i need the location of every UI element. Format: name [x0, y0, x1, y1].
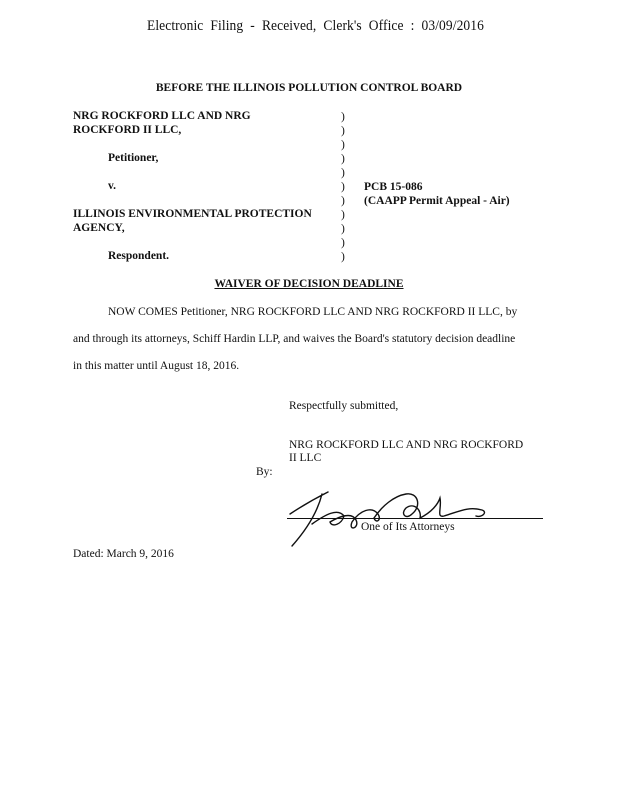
paren: ) — [341, 111, 345, 123]
case-type: (CAAPP Permit Appeal - Air) — [364, 195, 510, 207]
respondent-name-line2: AGENCY, — [73, 222, 125, 234]
document-title: WAIVER OF DECISION DEADLINE — [214, 278, 404, 290]
petitioner-name-line2: ROCKFORD II LLC, — [73, 124, 182, 136]
paren: ) — [341, 153, 345, 165]
paren: ) — [341, 125, 345, 137]
body-line-1: NOW COMES Petitioner, NRG ROCKFORD LLC AND NRG ROCKFORD II LLC, by — [108, 306, 518, 318]
body-line-2: and through its attorneys, Schiff Hardin LLP, and waives the Board's statutory decision deadline — [73, 333, 516, 345]
paren: ) — [341, 237, 345, 249]
handwritten-signature — [282, 484, 512, 554]
paren: ) — [341, 167, 345, 179]
by-label: By: — [256, 466, 273, 478]
respondent-role: Respondent. — [108, 250, 170, 262]
case-number: PCB 15-086 — [364, 181, 423, 193]
closing: Respectfully submitted, — [289, 400, 399, 412]
respondent-name-line1: ILLINOIS ENVIRONMENTAL PROTECTION — [73, 208, 312, 220]
board-heading: BEFORE THE ILLINOIS POLLUTION CONTROL BOARD — [155, 82, 463, 94]
signing-party-line1: NRG ROCKFORD LLC AND NRG ROCKFORD — [289, 439, 524, 451]
date-line: Dated: March 9, 2016 — [73, 548, 174, 560]
paren: ) — [341, 209, 345, 221]
paren: ) — [341, 223, 345, 235]
signing-party-line2: II LLC — [289, 452, 322, 464]
paren: ) — [341, 251, 345, 263]
versus: v. — [108, 180, 116, 192]
paren: ) — [341, 195, 345, 207]
paren: ) — [341, 139, 345, 151]
signature-line — [287, 518, 543, 519]
filing-stamp: Electronic Filing - Received, Clerk's Office : 03/09/2016 — [147, 18, 484, 34]
signer-capacity: One of Its Attorneys — [361, 521, 455, 533]
body-line-3: in this matter until August 18, 2016. — [73, 360, 240, 372]
petitioner-name-line1: NRG ROCKFORD LLC AND NRG — [73, 110, 251, 122]
paren: ) — [341, 181, 345, 193]
petitioner-role: Petitioner, — [108, 152, 159, 164]
